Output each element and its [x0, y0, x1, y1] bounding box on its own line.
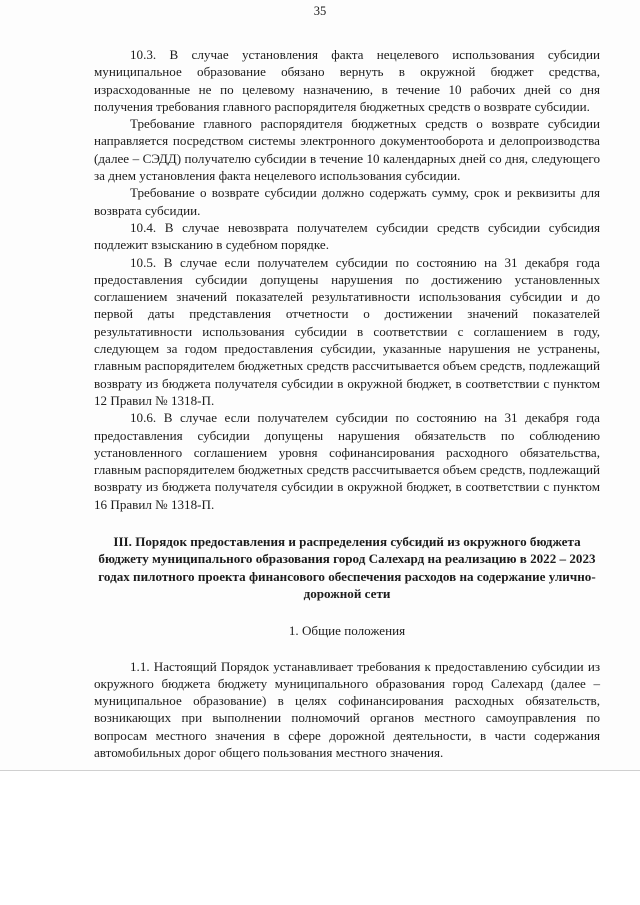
paragraph-10-4: 10.4. В случае невозврата получателем субсидии средств субсидии субсидия подлежит взысканию в судебном порядке.: [94, 219, 600, 253]
paragraph-10-6: 10.6. В случае если получателем субсидии по состоянию на 31 декабря года предоставления субсидии допущены нарушения обязательств по соблюдению установленного соглашением уровня софинансирования расходного обязательства, главным распорядителем бюджетных средств рассчитывается объем средств, подлежащий возврату из бюджета получателя субсидии в окружной бюджет, в соответствии с пунктом 16 Правил № 1318-П.: [94, 410, 600, 512]
paragraph-demand-sending: Требование главного распорядителя бюджетных средств о возврате субсидии направляется посредством системы электронного документооборота и делопроизводства (далее – СЭДД) получателю субсидии в течение 10 календарных дней со дня, следующего за днем установления факта нецелевого использования субсидии.: [94, 116, 600, 184]
page-number: 35: [313, 4, 327, 18]
document-body: [94, 46, 600, 761]
subsection-title: 1. Общие положения: [288, 623, 406, 639]
paragraph-10-5: 10.5. В случае если получателем субсидии по состоянию на 31 декабря года предоставления субсидии допущены нарушения по достижению установленных соглашением значений показателей результативности использования субсидии и до первой даты представления отчетности о достижении значений показателей результативности использования субсидии в соответствии с соглашением в году, следующем за годом предоставления субсидии, указанные нарушения не устранены, главным распорядителем бюджетных средств рассчитывается объем средств, подлежащий возврату из бюджета получателя субсидии в окружной бюджет, в соответствии с пунктом 12 Правил № 1318-П.: [94, 254, 600, 408]
section-title: III. Порядок предоставления и распределения субсидий из окружного бюджета бюджету муниципального образования город Салехард на реализацию в 2022 – 2023 годах пилотного проекта финансового обеспечения расходов на содержание улично-дорожной сети: [98, 534, 596, 601]
paragraph-demand-content: Требование о возврате субсидии должно содержать сумму, срок и реквизиты для возврата субсидии.: [94, 185, 600, 218]
paragraph-1-1: 1.1. Настоящий Порядок устанавливает требования к предоставлению субсидии из окружного бюджета бюджету муниципального образования город Салехард (далее – муниципальное образование) в целях софинансирования расходных обязательств, возникающих при выполнении полномочий органов местного самоуправления по вопросам местного значения в сфере дорожной деятельности, в части содержания автомобильных дорог общего пользования местного значения.: [94, 658, 600, 760]
paragraph-10-3: 10.3. В случае установления факта нецелевого использования субсидии муниципальное образование обязано вернуть в окружной бюджет средства, израсходованные не по целевому назначению, в течение 10 рабочих дней со дня получения требования главного распорядителя бюджетных средств о возврате субсидии.: [94, 47, 600, 114]
